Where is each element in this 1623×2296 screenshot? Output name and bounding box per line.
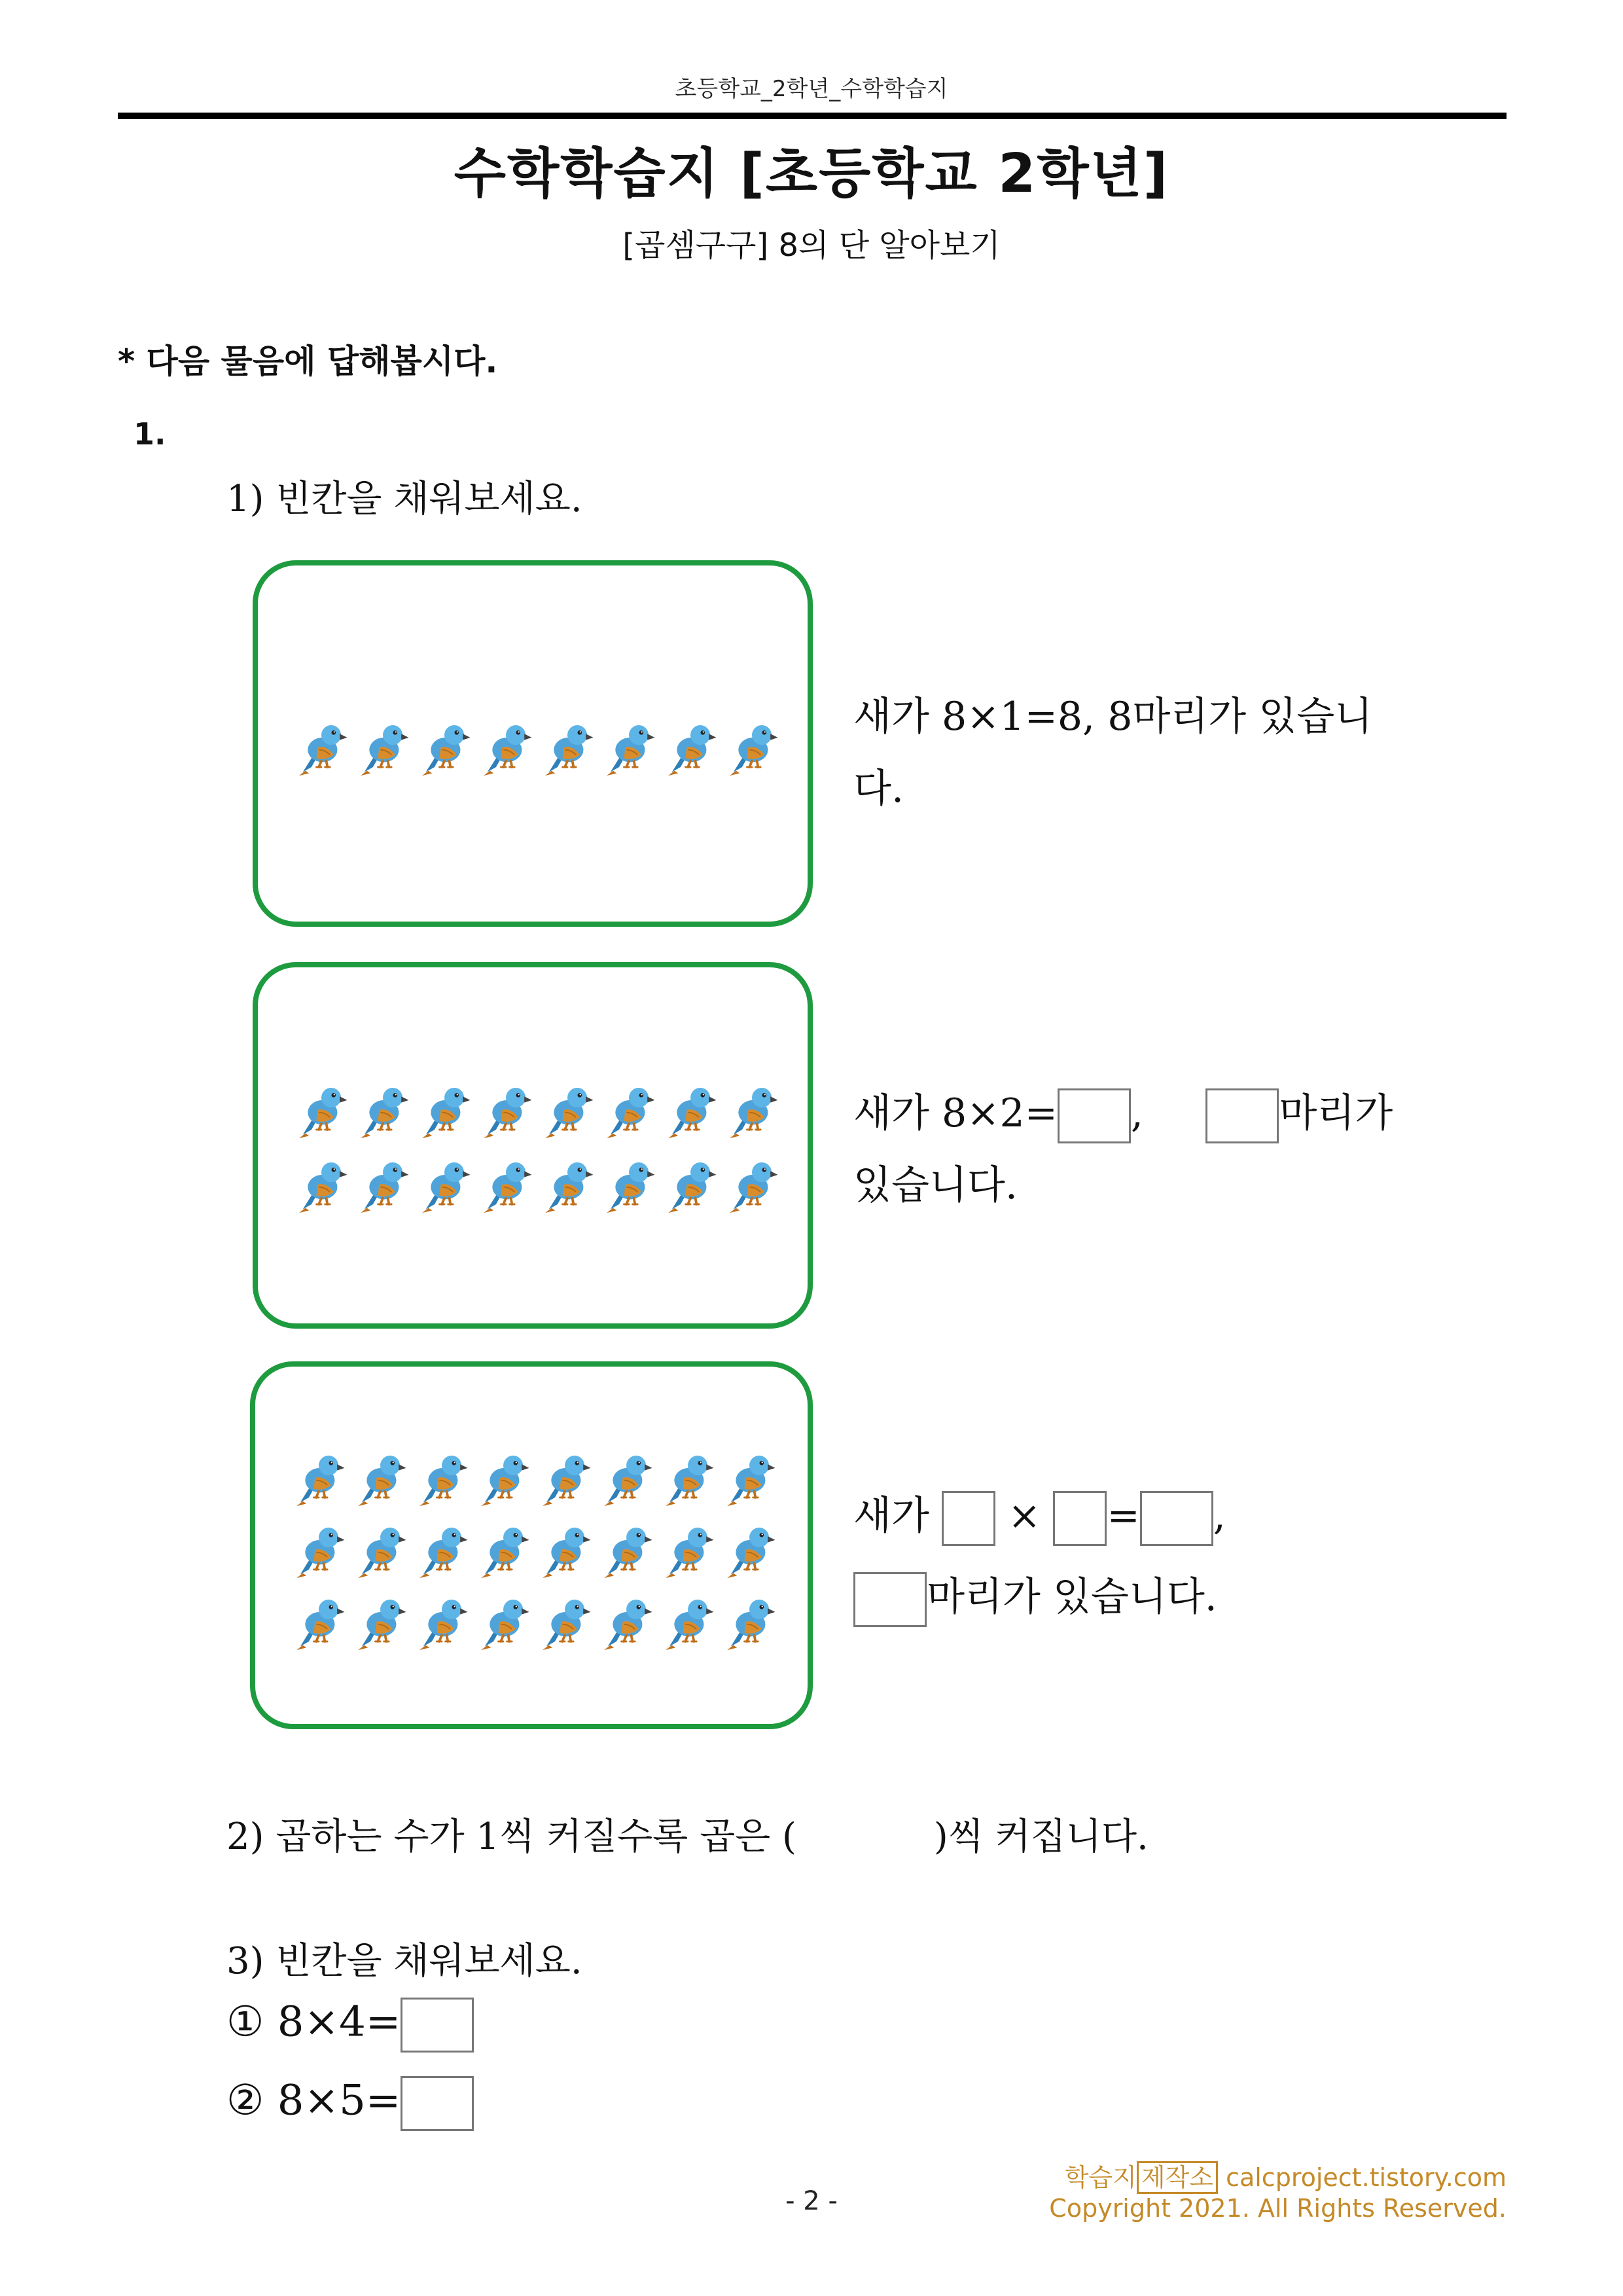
footer-brand-prefix: 학습지 <box>1064 2163 1137 2192</box>
bird-icon <box>598 1152 660 1215</box>
bird-icon <box>534 1517 596 1580</box>
statement-3 <box>853 1475 1429 1638</box>
part3-item-1-marker: ① <box>226 1998 264 2047</box>
statement-3-times: × <box>1008 1493 1041 1539</box>
bird-icon <box>349 1517 411 1580</box>
bird-icon <box>475 1152 537 1215</box>
bird-grid-1 <box>291 715 783 778</box>
running-header: 초등학교_2학년_수학학습지 <box>675 76 948 102</box>
part3-item-2 <box>226 2076 474 2131</box>
header-rule <box>118 113 1507 119</box>
bird-icon <box>596 1517 657 1580</box>
bird-icon <box>349 1589 411 1652</box>
bird-icon <box>598 715 660 778</box>
bird-icon <box>657 1589 719 1652</box>
bird-icon <box>660 1077 721 1140</box>
bird-icon <box>660 715 721 778</box>
bird-icon <box>721 1077 783 1140</box>
answer-box-count-3[interactable] <box>853 1572 927 1627</box>
bird-icon <box>721 715 783 778</box>
bird-icon <box>657 1445 719 1508</box>
footer-brand-stamp: 제작소 <box>1137 2161 1218 2194</box>
bird-icon <box>291 1077 352 1140</box>
answer-box-multiplier-3[interactable] <box>1053 1491 1107 1546</box>
bird-icon <box>288 1445 349 1508</box>
page-title: 수학학습지 [초등학교 2학년] <box>454 143 1169 205</box>
bird-icon <box>660 1152 721 1215</box>
bird-icon <box>475 715 537 778</box>
bird-grid-2 <box>291 1077 783 1215</box>
bird-icon <box>352 1077 414 1140</box>
statement-2-comma: , <box>1130 1090 1143 1136</box>
bird-icon <box>719 1445 780 1508</box>
statement-2-prefix: 새가 8×2= <box>853 1090 1058 1136</box>
bird-panel-3 <box>250 1361 813 1729</box>
bird-icon <box>721 1152 783 1215</box>
statement-1-line2: 다. <box>853 766 904 812</box>
statement-1-line1: 새가 8×1=8, 8마리가 있습니 <box>853 694 1373 740</box>
answer-box-multiplicand-3[interactable] <box>942 1491 995 1546</box>
page-subtitle: [곱셈구구] 8의 단 알아보기 <box>622 227 1001 264</box>
answer-box-count-2[interactable] <box>1205 1088 1279 1143</box>
part3-item-1 <box>226 1998 474 2053</box>
bird-icon <box>414 1152 475 1215</box>
bird-icon <box>411 1589 473 1652</box>
statement-3-equals: = <box>1107 1493 1140 1539</box>
statement-3-prefix: 새가 <box>853 1493 942 1539</box>
bird-icon <box>411 1445 473 1508</box>
bird-icon <box>349 1445 411 1508</box>
page-number: - 2 - <box>785 2186 838 2216</box>
bird-icon <box>414 715 475 778</box>
bird-icon <box>288 1589 349 1652</box>
part2-statement <box>226 1808 1149 1860</box>
question-number: 1. <box>134 416 166 452</box>
statement-1 <box>853 681 1429 825</box>
bird-icon <box>657 1517 719 1580</box>
part3-item-2-marker: ② <box>226 2076 264 2125</box>
bird-icon <box>534 1589 596 1652</box>
part3-item-2-expr: 8×5= <box>277 2076 401 2125</box>
bird-icon <box>537 1077 598 1140</box>
bird-panel-2 <box>253 962 813 1329</box>
bird-icon <box>534 1445 596 1508</box>
part2-text-before: 2) 곱하는 수가 1씩 커질수록 곱은 ( <box>226 1816 796 1858</box>
bird-icon <box>352 715 414 778</box>
bird-icon <box>475 1077 537 1140</box>
bird-icon <box>288 1517 349 1580</box>
answer-box-product-2[interactable] <box>1058 1088 1131 1143</box>
statement-2-suffix: 마리가 <box>1279 1090 1393 1136</box>
part3-item-1-expr: 8×4= <box>277 1998 401 2047</box>
bird-icon <box>719 1589 780 1652</box>
bird-icon <box>352 1152 414 1215</box>
bird-icon <box>291 715 352 778</box>
bird-icon <box>411 1517 473 1580</box>
bird-icon <box>414 1077 475 1140</box>
bird-panel-1 <box>253 560 813 927</box>
bird-grid-3 <box>288 1445 780 1652</box>
bird-icon <box>473 1445 534 1508</box>
statement-2-line2: 있습니다. <box>853 1162 1018 1208</box>
bird-icon <box>473 1589 534 1652</box>
part2-text-after: )씩 커집니다. <box>933 1816 1149 1858</box>
statement-2 <box>853 1077 1429 1221</box>
answer-box-part3-1[interactable] <box>401 1998 474 2053</box>
bird-icon <box>598 1077 660 1140</box>
part1-label: 1) 빈칸을 채워보세요. <box>226 478 582 520</box>
footer-copyright: Copyright 2021. All Rights Reserved. <box>1049 2194 1507 2223</box>
answer-box-part3-2[interactable] <box>401 2076 474 2131</box>
bird-icon <box>291 1152 352 1215</box>
statement-3-line2: 마리가 있습니다. <box>927 1574 1217 1620</box>
bird-icon <box>596 1589 657 1652</box>
bird-icon <box>537 1152 598 1215</box>
instruction: * 다음 물음에 답해봅시다. <box>118 342 498 380</box>
answer-box-product-3[interactable] <box>1140 1491 1213 1546</box>
statement-3-comma: , <box>1213 1493 1226 1539</box>
bird-icon <box>537 715 598 778</box>
footer-brand-url[interactable]: calcproject.tistory.com <box>1226 2163 1507 2192</box>
bird-icon <box>719 1517 780 1580</box>
part3-label: 3) 빈칸을 채워보세요. <box>226 1940 582 1982</box>
bird-icon <box>473 1517 534 1580</box>
bird-icon <box>596 1445 657 1508</box>
